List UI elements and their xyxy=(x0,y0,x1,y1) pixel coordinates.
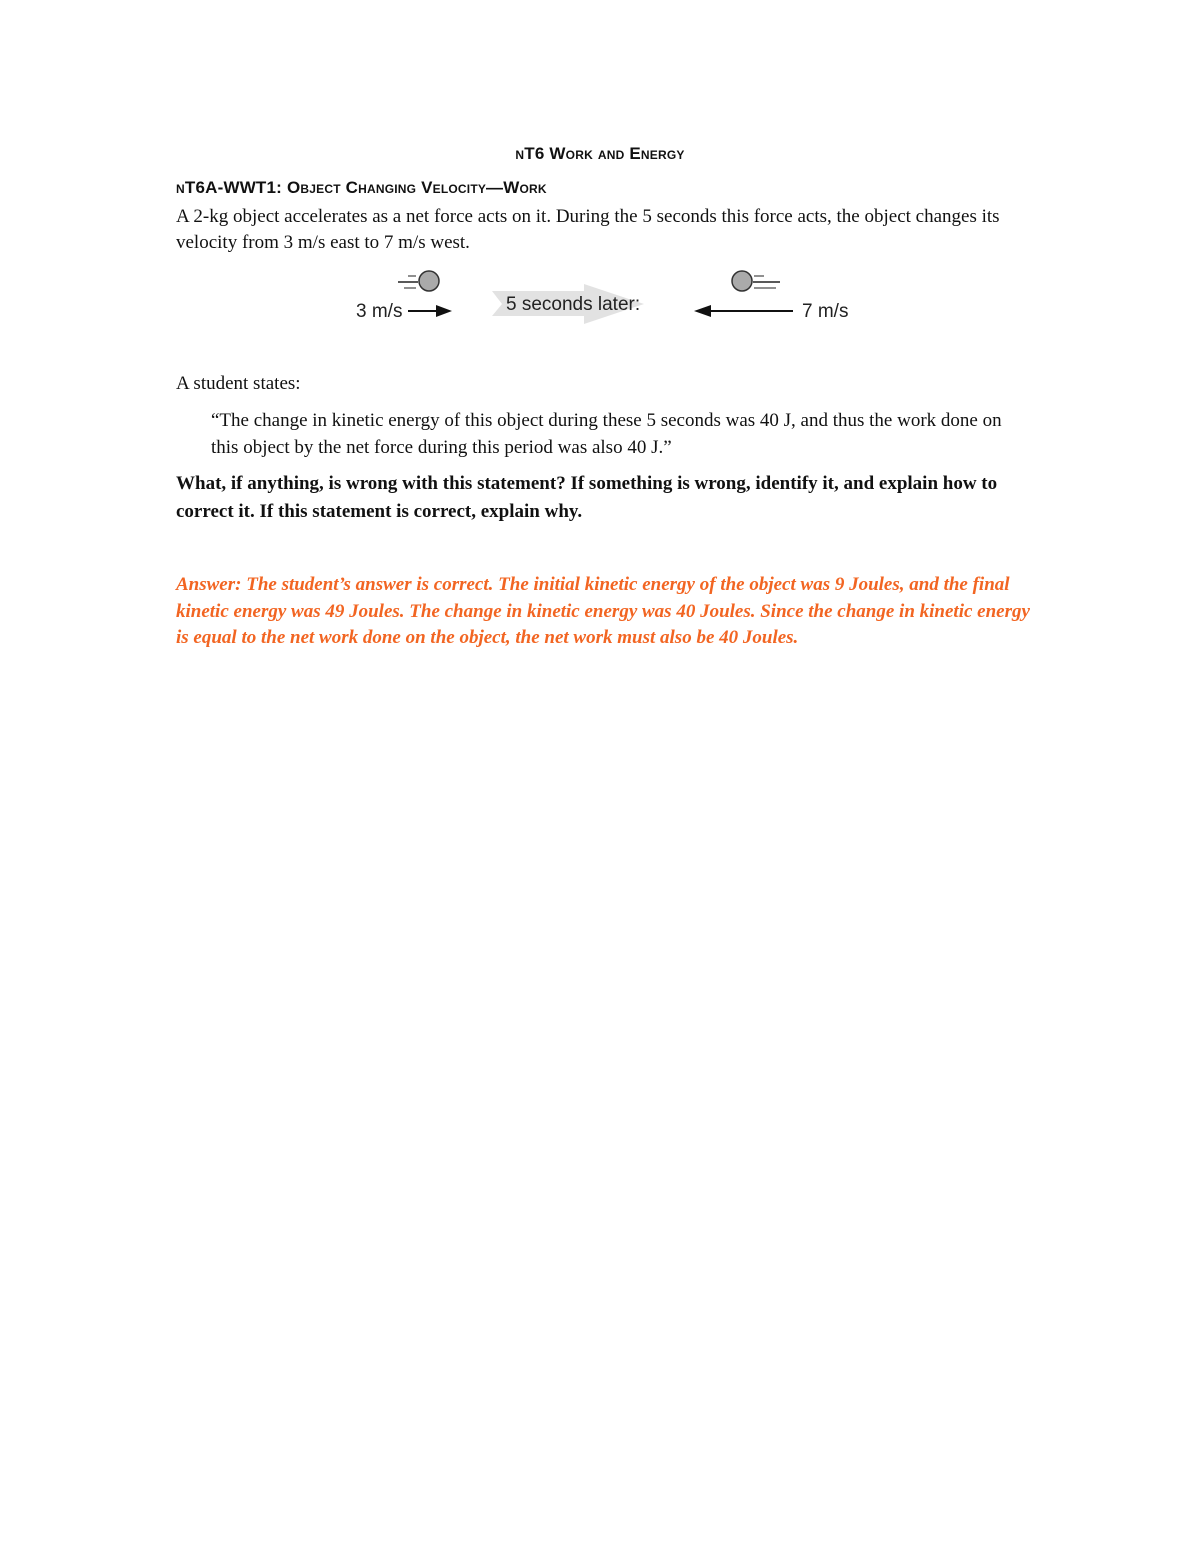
initial-velocity-label: 3 m/s xyxy=(356,301,403,322)
student-intro: A student states: xyxy=(176,373,301,394)
transition-label: 5 seconds later: xyxy=(506,294,641,315)
problem-text: A 2-kg object accelerates as a net force acts on it. During the 5 seconds this force acts, the object changes its velocity from 3 m/s east to 7 m/s west. xyxy=(176,206,1000,253)
velocity-diagram xyxy=(340,262,880,332)
left-arrow-icon xyxy=(694,305,793,317)
section-heading: nT6A-WWT1: Object Changing Velocity—Work xyxy=(176,178,547,197)
final-ball-icon xyxy=(732,271,780,291)
initial-ball-icon xyxy=(398,271,439,291)
answer-text: Answer: The student’s answer is correct. The initial kinetic energy of the object was 9 Joules, and the final kinetic energy was 49 Joules. The change in kinetic energy was 40 Joules. Since the change in kinetic energy is equal to the net work done on the object, the net work must also be 40 Joules. xyxy=(176,574,1030,648)
final-velocity-label: 7 m/s xyxy=(802,301,849,322)
right-arrow-icon xyxy=(408,305,452,317)
velocity-diagram-svg xyxy=(340,262,880,332)
student-quote: “The change in kinetic energy of this object during these 5 seconds was 40 J, and thus the work done on this object by the net force during this period was also 40 J.” xyxy=(211,410,1002,458)
question-prompt: What, if anything, is wrong with this statement? If something is wrong, identify it, and explain how to correct it. If this statement is correct, explain why. xyxy=(176,473,998,522)
page-title: nT6 Work and Energy xyxy=(515,144,685,163)
